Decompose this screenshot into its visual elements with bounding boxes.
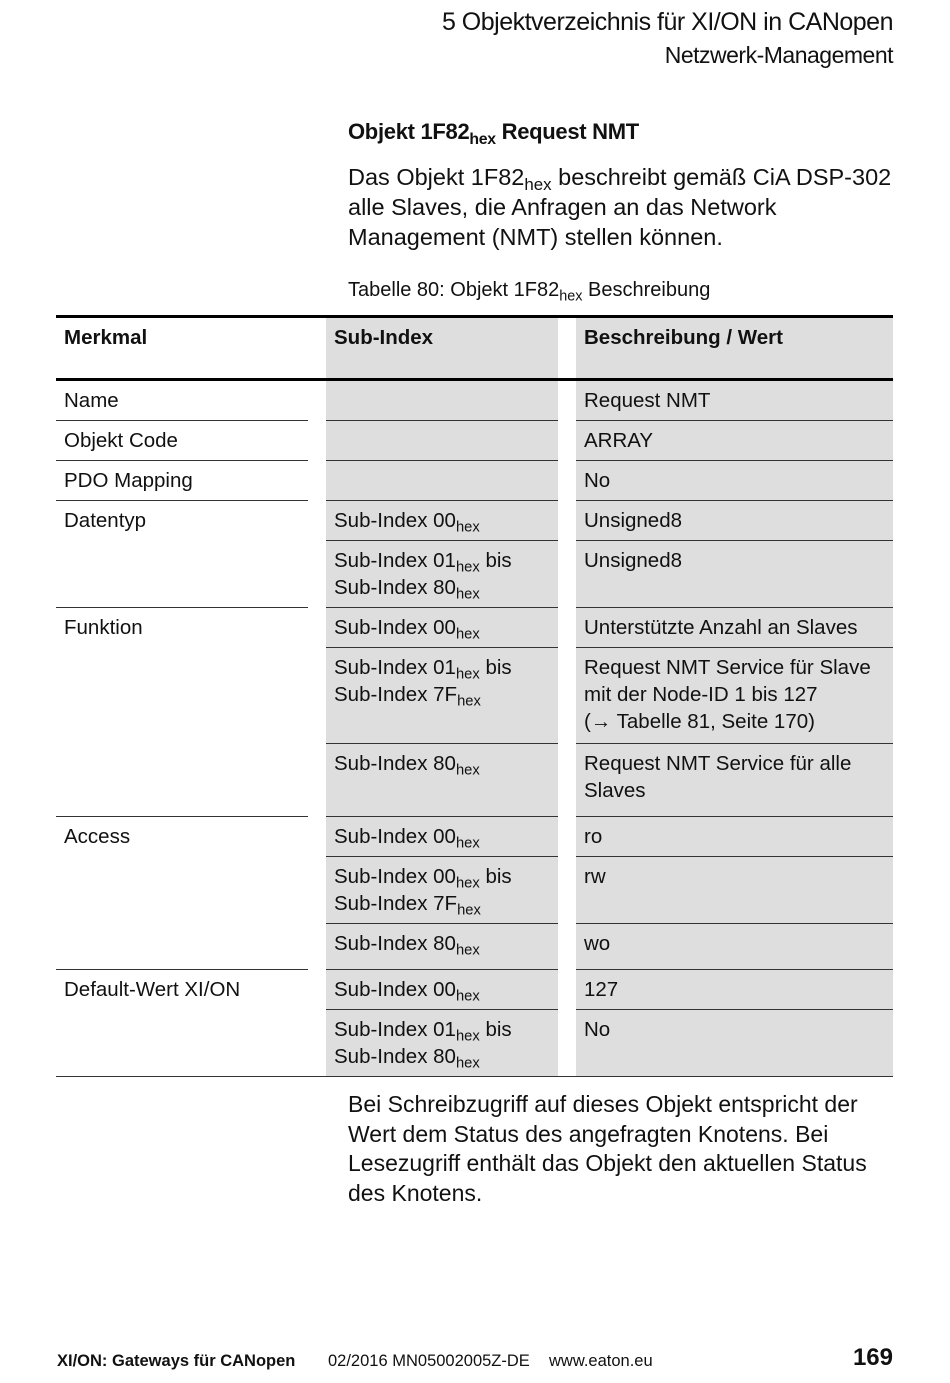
table-row	[56, 608, 893, 648]
wert-text: ro	[584, 825, 603, 848]
sub-index-cell	[326, 421, 558, 461]
access-note: Bei Schreibzugriff auf dieses Objekt entspricht der Wert dem Status des angefragten Knotens. Bei Lesezugriff enthält das Objekt den aktuellen Status des Knotens.	[348, 1091, 867, 1206]
merkmal-cell: Default-Wert XI/ON	[64, 978, 241, 1001]
column-gap	[308, 744, 326, 817]
sub-index-cell	[326, 380, 558, 421]
sub-index-range-word: bis	[479, 656, 512, 679]
sub-index-subscript: hex	[455, 1055, 480, 1072]
page-footer	[57, 1343, 893, 1371]
object-heading-suffix: Request NMT	[495, 119, 639, 144]
object-heading-subscript: hex	[469, 130, 496, 148]
sub-index-text: Sub-Index 01	[334, 1018, 456, 1041]
merkmal-cell: Datentyp	[64, 509, 147, 532]
sub-index-subscript: hex	[455, 519, 480, 536]
wert-cell	[576, 380, 893, 421]
header-merkmal: Merkmal	[56, 317, 308, 380]
merkmal-cell: Funktion	[64, 616, 143, 639]
column-gap	[308, 501, 326, 541]
merkmal-cell	[56, 744, 308, 817]
wert-text: Request NMT	[584, 389, 711, 412]
sub-index-text: Sub-Index 80	[334, 752, 456, 775]
merkmal-cell: Access	[64, 825, 131, 848]
table-row	[56, 1010, 893, 1077]
table-body	[56, 380, 893, 1077]
wert-cell	[576, 648, 893, 744]
header-sub-index: Sub-Index	[326, 317, 558, 380]
sub-index-subscript: hex	[455, 586, 480, 603]
intro-subscript: hex	[524, 175, 552, 195]
column-gap	[308, 817, 326, 857]
wert-text: Request NMT Service für alle Slaves	[584, 752, 852, 802]
sub-index-text: Sub-Index 01	[334, 656, 456, 679]
wert-text: No	[584, 1018, 611, 1041]
wert-cell	[576, 1010, 893, 1077]
intro-paragraph	[348, 162, 896, 252]
sub-index-text: Sub-Index 01	[334, 549, 456, 572]
wert-text: 127	[584, 978, 619, 1001]
wert-text: ARRAY	[584, 429, 654, 452]
sub-index-cell	[326, 924, 558, 970]
sub-index-text: Sub-Index 80	[334, 576, 456, 599]
chapter-title: 5 Objektverzeichnis für XI/ON in CANopen	[441, 8, 893, 36]
caption-subscript: hex	[559, 288, 583, 305]
wert-cell	[576, 970, 893, 1010]
column-gap	[558, 421, 576, 461]
column-gap	[558, 461, 576, 501]
section-title: Netzwerk-Management	[664, 42, 893, 68]
sub-index-range-word: bis	[479, 865, 512, 888]
footer-doc-ref: 02/2016 MN05002005Z-DE	[328, 1352, 530, 1370]
wert-text: No	[584, 469, 611, 492]
sub-index-text: Sub-Index 80	[334, 932, 456, 955]
column-gap	[558, 380, 576, 421]
merkmal-cell: Objekt Code	[56, 421, 308, 461]
merkmal-cell: Name	[56, 380, 308, 421]
column-gap	[558, 541, 576, 608]
column-gap	[558, 317, 576, 380]
merkmal-cell	[56, 541, 308, 608]
merkmal-cell	[56, 924, 308, 970]
header-beschreibung: Beschreibung / Wert	[576, 317, 893, 380]
column-gap	[558, 857, 576, 924]
sub-index-subscript: hex	[455, 835, 480, 852]
table-row	[56, 924, 893, 970]
sub-index-subscript: hex	[455, 942, 480, 959]
column-gap	[558, 970, 576, 1010]
footer-doc-title: XI/ON: Gateways für CANopen	[57, 1352, 296, 1370]
table-row	[56, 744, 893, 817]
table-row	[56, 817, 893, 857]
sub-index-range-word: bis	[479, 549, 512, 572]
sub-index-subscript: hex	[455, 1028, 480, 1045]
caption-text-rest: Beschreibung	[582, 279, 711, 301]
table-row	[56, 970, 893, 1010]
sub-index-cell	[326, 970, 558, 1010]
wert-text: (→ Tabelle 81, Seite 170)	[584, 710, 815, 733]
sub-index-subscript: hex	[455, 762, 480, 779]
sub-index-subscript: hex	[455, 988, 480, 1005]
wert-cell	[576, 461, 893, 501]
intro-text: Das Objekt 1F82	[348, 164, 525, 190]
column-gap	[558, 817, 576, 857]
wert-text: Unsigned8	[584, 549, 683, 572]
table-row	[56, 857, 893, 924]
column-gap	[308, 380, 326, 421]
table-row	[56, 421, 893, 461]
table-row	[56, 380, 893, 421]
column-gap	[308, 541, 326, 608]
column-gap	[308, 970, 326, 1010]
sub-index-cell	[326, 1010, 558, 1077]
wert-cell	[576, 924, 893, 970]
table-header-row	[56, 317, 893, 380]
sub-index-text: Sub-Index 00	[334, 616, 456, 639]
wert-cell	[576, 541, 893, 608]
page-number: 169	[852, 1344, 893, 1371]
table-caption	[348, 279, 711, 305]
sub-index-text: Sub-Index 00	[334, 509, 456, 532]
sub-index-text: Sub-Index 7F	[334, 892, 458, 915]
sub-index-text: Sub-Index 00	[334, 825, 456, 848]
column-gap	[558, 501, 576, 541]
wert-text: Unterstützte Anzahl an Slaves	[584, 616, 858, 639]
sub-index-cell	[326, 541, 558, 608]
sub-index-subscript: hex	[455, 875, 480, 892]
sub-index-cell	[326, 857, 558, 924]
sub-index-cell	[326, 501, 558, 541]
sub-index-range-word: bis	[479, 1018, 512, 1041]
sub-index-subscript: hex	[455, 559, 480, 576]
sub-index-subscript: hex	[457, 693, 481, 710]
column-gap	[308, 421, 326, 461]
wert-cell	[576, 744, 893, 817]
table-row	[56, 648, 893, 744]
column-gap	[558, 1010, 576, 1077]
table-row	[56, 461, 893, 501]
object-heading	[348, 119, 639, 148]
sub-index-subscript: hex	[455, 626, 480, 643]
object-heading-text: Objekt 1F82	[348, 119, 470, 144]
wert-cell	[576, 608, 893, 648]
merkmal-cell	[56, 648, 308, 744]
column-gap	[308, 608, 326, 648]
merkmal-cell	[56, 1010, 308, 1077]
sub-index-cell	[326, 648, 558, 744]
table-row	[56, 501, 893, 541]
wert-cell	[576, 501, 893, 541]
wert-text: Unsigned8	[584, 509, 683, 532]
sub-index-cell	[326, 461, 558, 501]
table-row	[56, 541, 893, 608]
sub-index-cell	[326, 744, 558, 817]
merkmal-cell	[56, 857, 308, 924]
caption-text: Tabelle 80: Objekt 1F82	[348, 279, 560, 301]
wert-cell	[576, 817, 893, 857]
column-gap	[308, 461, 326, 501]
sub-index-cell	[326, 817, 558, 857]
wert-text: Request NMT Service für Slave mit der Node-ID 1 bis 127	[584, 656, 871, 706]
sub-index-text: Sub-Index 80	[334, 1045, 456, 1068]
wert-cell	[576, 857, 893, 924]
wert-text: rw	[584, 865, 606, 888]
merkmal-cell: PDO Mapping	[56, 461, 308, 501]
column-gap	[558, 744, 576, 817]
column-gap	[308, 857, 326, 924]
sub-index-cell	[326, 608, 558, 648]
intro-text-rest: beschreibt gemäß CiA DSP-302 alle Slaves, die Anfragen an das Network Management (NMT) stellen können.	[348, 164, 892, 250]
sub-index-text: Sub-Index 00	[334, 865, 456, 888]
object-description-table	[56, 315, 893, 1077]
wert-text: wo	[584, 932, 611, 955]
column-gap	[308, 924, 326, 970]
sub-index-subscript: hex	[457, 902, 481, 919]
column-gap	[558, 648, 576, 744]
column-gap	[308, 1010, 326, 1077]
sub-index-text: Sub-Index 7F	[334, 683, 458, 706]
wert-cell	[576, 421, 893, 461]
column-gap	[308, 317, 326, 380]
column-gap	[308, 648, 326, 744]
footer-url[interactable]: www.eaton.eu	[549, 1352, 653, 1370]
column-gap	[558, 608, 576, 648]
column-gap	[558, 924, 576, 970]
sub-index-subscript: hex	[455, 666, 480, 683]
sub-index-text: Sub-Index 00	[334, 978, 456, 1001]
